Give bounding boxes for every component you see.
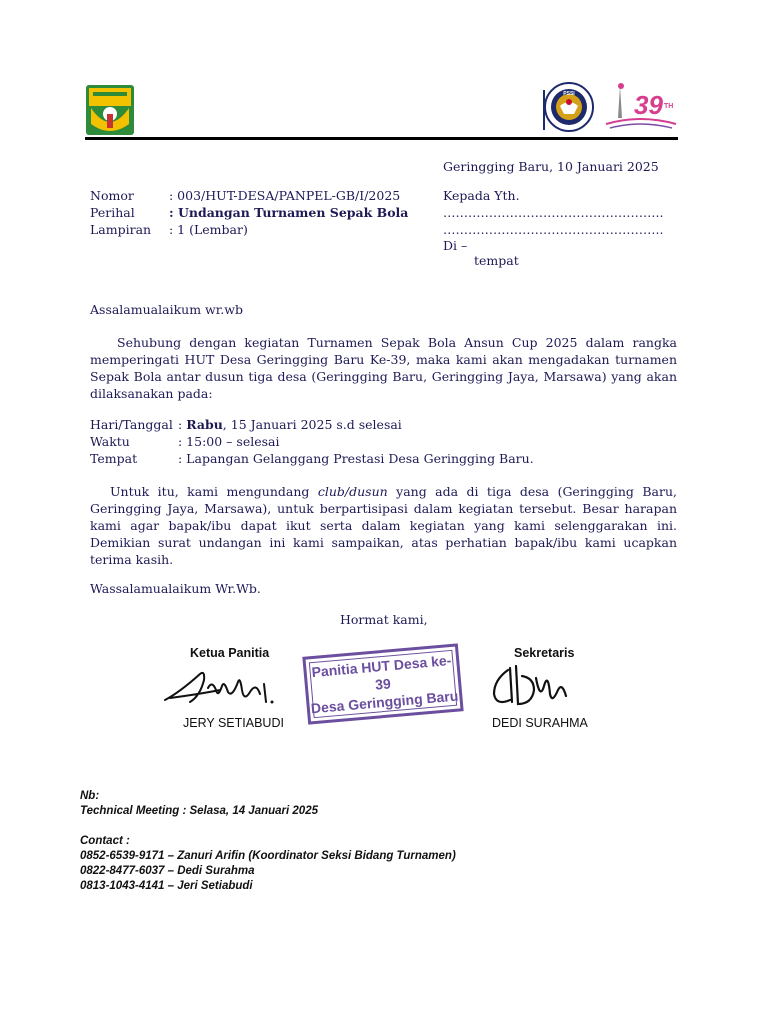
nb-label: Nb:: [80, 790, 100, 802]
right-signer-name: DEDI SURAHMA: [492, 716, 588, 730]
recipient-line4: Di –: [443, 238, 468, 253]
nomor-label: Nomor: [90, 188, 134, 203]
hormat-kami: Hormat kami,: [340, 612, 428, 627]
committee-stamp: [302, 643, 463, 724]
paragraph-2-italic: club/dusun: [317, 484, 388, 499]
hari-label: Hari/Tanggal: [90, 417, 173, 432]
stamp-line1: Panitia HUT Desa ke-39: [310, 651, 452, 693]
place-date: Geringging Baru, 10 Januari 2025: [443, 159, 659, 174]
lampiran-value: : 1 (Lembar): [169, 222, 248, 237]
svg-text:39: 39: [634, 90, 663, 120]
right-signer-title: Sekretaris: [514, 646, 575, 660]
nomor-value: : 003/HUT-DESA/PANPEL-GB/I/2025: [169, 188, 401, 203]
tempat-label: Tempat: [90, 451, 138, 466]
left-signature: [160, 662, 285, 712]
contact-3: 0813-1043-4141 – Jeri Setiabudi: [80, 880, 253, 892]
lampiran-label: Lampiran: [90, 222, 152, 237]
contact-1: 0852-6539-9171 – Zanuri Arifin (Koordinator Seksi Bidang Turnamen): [80, 850, 456, 862]
recipient-line3: ……………………………………………..: [443, 222, 664, 237]
hari-row: [90, 416, 402, 433]
perihal-value: : Undangan Turnamen Sepak Bola: [169, 205, 409, 220]
recipient-line5: tempat: [474, 253, 519, 268]
waktu-row: [90, 433, 279, 450]
recipient-line1: Kepada Yth.: [443, 188, 520, 203]
closing: Wassalamualaikum Wr.Wb.: [90, 581, 261, 596]
pssi-emblem-icon: [538, 80, 596, 138]
contact-2: 0822-8477-6037 – Dedi Surahma: [80, 865, 255, 877]
contact-label: Contact :: [80, 835, 130, 847]
perihal-row: [90, 204, 408, 221]
tempat-row: [90, 450, 534, 467]
regency-crest-icon: [85, 84, 135, 136]
recipient-line2: ……………………………………………..: [443, 205, 664, 220]
lampiran-row: [90, 221, 248, 238]
hari-colon: :: [178, 417, 187, 432]
header-divider: [85, 137, 678, 140]
greeting: Assalamualaikum wr.wb: [90, 302, 243, 317]
left-signer-title: Ketua Panitia: [190, 646, 270, 660]
right-signature: [488, 660, 578, 712]
stamp-line2: Desa Geringging Baru: [310, 687, 459, 717]
paragraph-2: [90, 483, 677, 568]
svg-text:PSSI: PSSI: [563, 91, 575, 97]
waktu-label: Waktu: [90, 434, 130, 449]
technical-meeting: Technical Meeting : Selasa, 14 Januari 2025: [80, 805, 318, 817]
perihal-label: Perihal: [90, 205, 135, 220]
waktu-value: : 15:00 – selesai: [178, 434, 280, 449]
nomor-row: [90, 187, 400, 204]
paragraph-2-part1: Untuk itu, kami mengundang: [110, 484, 318, 499]
hari-day: Rabu: [186, 417, 223, 432]
left-signer-name: JERY SETIABUDI: [183, 716, 284, 730]
paragraph-2-part2: yang ada di tiga desa (Geringging Baru, Geringging Jaya, Marsawa), untuk berpartisipasi dalam kegiatan tersebut. Besar harapan kami agar bapak/ibu dapat ikut serta dalam kegiatan yang kami selenggarakan ini. Demikian surat undangan ini kami sampaikan, atas perhatian bapak/ibu kami ucapkan terima kasih.: [90, 484, 677, 567]
anniversary-39-logo-icon: [600, 78, 680, 138]
paragraph-1: Sehubung dengan kegiatan Turnamen Sepak Bola Ansun Cup 2025 dalam rangka memperingati HUT Desa Geringging Baru Ke-39, maka kami akan mengadakan turnamen Sepak Bola antar dusun tiga desa (Geringging Baru, Geringging Jaya, Marsawa) yang akan dilaksanakan pada:: [90, 335, 677, 401]
svg-text:TH: TH: [664, 103, 674, 110]
hari-date: , 15 Januari 2025 s.d selesai: [222, 417, 402, 432]
tempat-value: : Lapangan Gelanggang Prestasi Desa Geringging Baru.: [178, 451, 534, 466]
